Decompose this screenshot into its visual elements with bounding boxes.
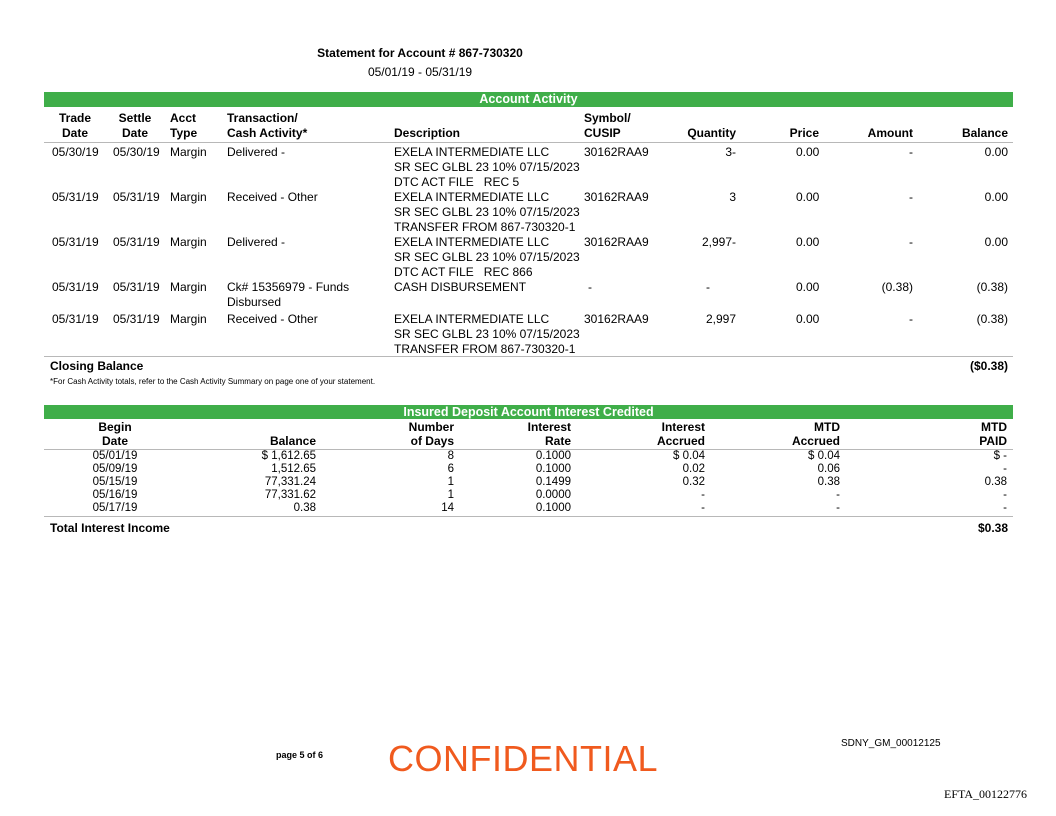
confidential-stamp: CONFIDENTIAL (388, 738, 659, 779)
col-quantity: Quantity (687, 126, 736, 140)
col-settle-date: Settle Date (118, 111, 152, 140)
interest-total-divider (44, 516, 1013, 517)
page-number: page 5 of 6 (276, 750, 324, 760)
col-number-of-days: Number of Days (408, 420, 454, 448)
row-transaction: Ck# 15356979 - Funds Disbursed (227, 280, 350, 309)
row-description: EXELA INTERMEDIATE LLC SR SEC GLBL 23 10% 07/15/2023 DTC ACT FILE REC 5 (394, 145, 580, 189)
col-begin-date: Begin Date (98, 420, 132, 448)
interest-header-bar: Insured Deposit Account Interest Credited (44, 405, 1013, 419)
closing-divider (44, 356, 1013, 357)
col-price: Price (789, 126, 819, 140)
col-balance: Balance (961, 126, 1008, 140)
col-description: Description (394, 126, 461, 140)
col-interest-rate: Interest Rate (527, 420, 571, 448)
row-description: EXELA INTERMEDIATE LLC SR SEC GLBL 23 10% 07/15/2023 TRANSFER FROM 867-730320-1 (394, 312, 580, 356)
statement-period: 05/01/19 - 05/31/19 (367, 65, 473, 79)
col-interest-accrued: Interest Accrued (656, 420, 705, 448)
efta-number: EFTA_00122776 (944, 787, 1028, 801)
closing-balance-value: ($0.38) (969, 359, 1008, 373)
col-symbol: Symbol/ CUSIP (584, 111, 631, 140)
col-balance: Balance (269, 434, 316, 448)
account-activity-header-bar: Account Activity (44, 92, 1013, 107)
row-description: EXELA INTERMEDIATE LLC SR SEC GLBL 23 10% 07/15/2023 DTC ACT FILE REC 866 (394, 235, 580, 279)
bates-number: SDNY_GM_00012125 (841, 738, 941, 749)
closing-balance-label: Closing Balance (50, 359, 144, 373)
col-mtd-paid: MTD PAID (979, 420, 1007, 448)
col-trade-date: Trade Date (58, 111, 91, 140)
col-mtd-accrued: MTD Accrued (791, 420, 840, 448)
header-divider (44, 142, 1013, 143)
total-interest-value: $0.38 (977, 521, 1008, 535)
col-transaction: Transaction/ Cash Activity* (227, 111, 308, 140)
total-interest-label: Total Interest Income (50, 521, 170, 535)
statement-title: Statement for Account # 867-730320 (317, 46, 523, 60)
col-acct-type: Acct Type (170, 111, 198, 140)
col-amount: Amount (867, 126, 913, 140)
row-description: EXELA INTERMEDIATE LLC SR SEC GLBL 23 10% 07/15/2023 TRANSFER FROM 867-730320-1 (394, 190, 580, 234)
cash-activity-footnote: *For Cash Activity totals, refer to the Cash Activity Summary on page one of your statement. (50, 377, 376, 386)
